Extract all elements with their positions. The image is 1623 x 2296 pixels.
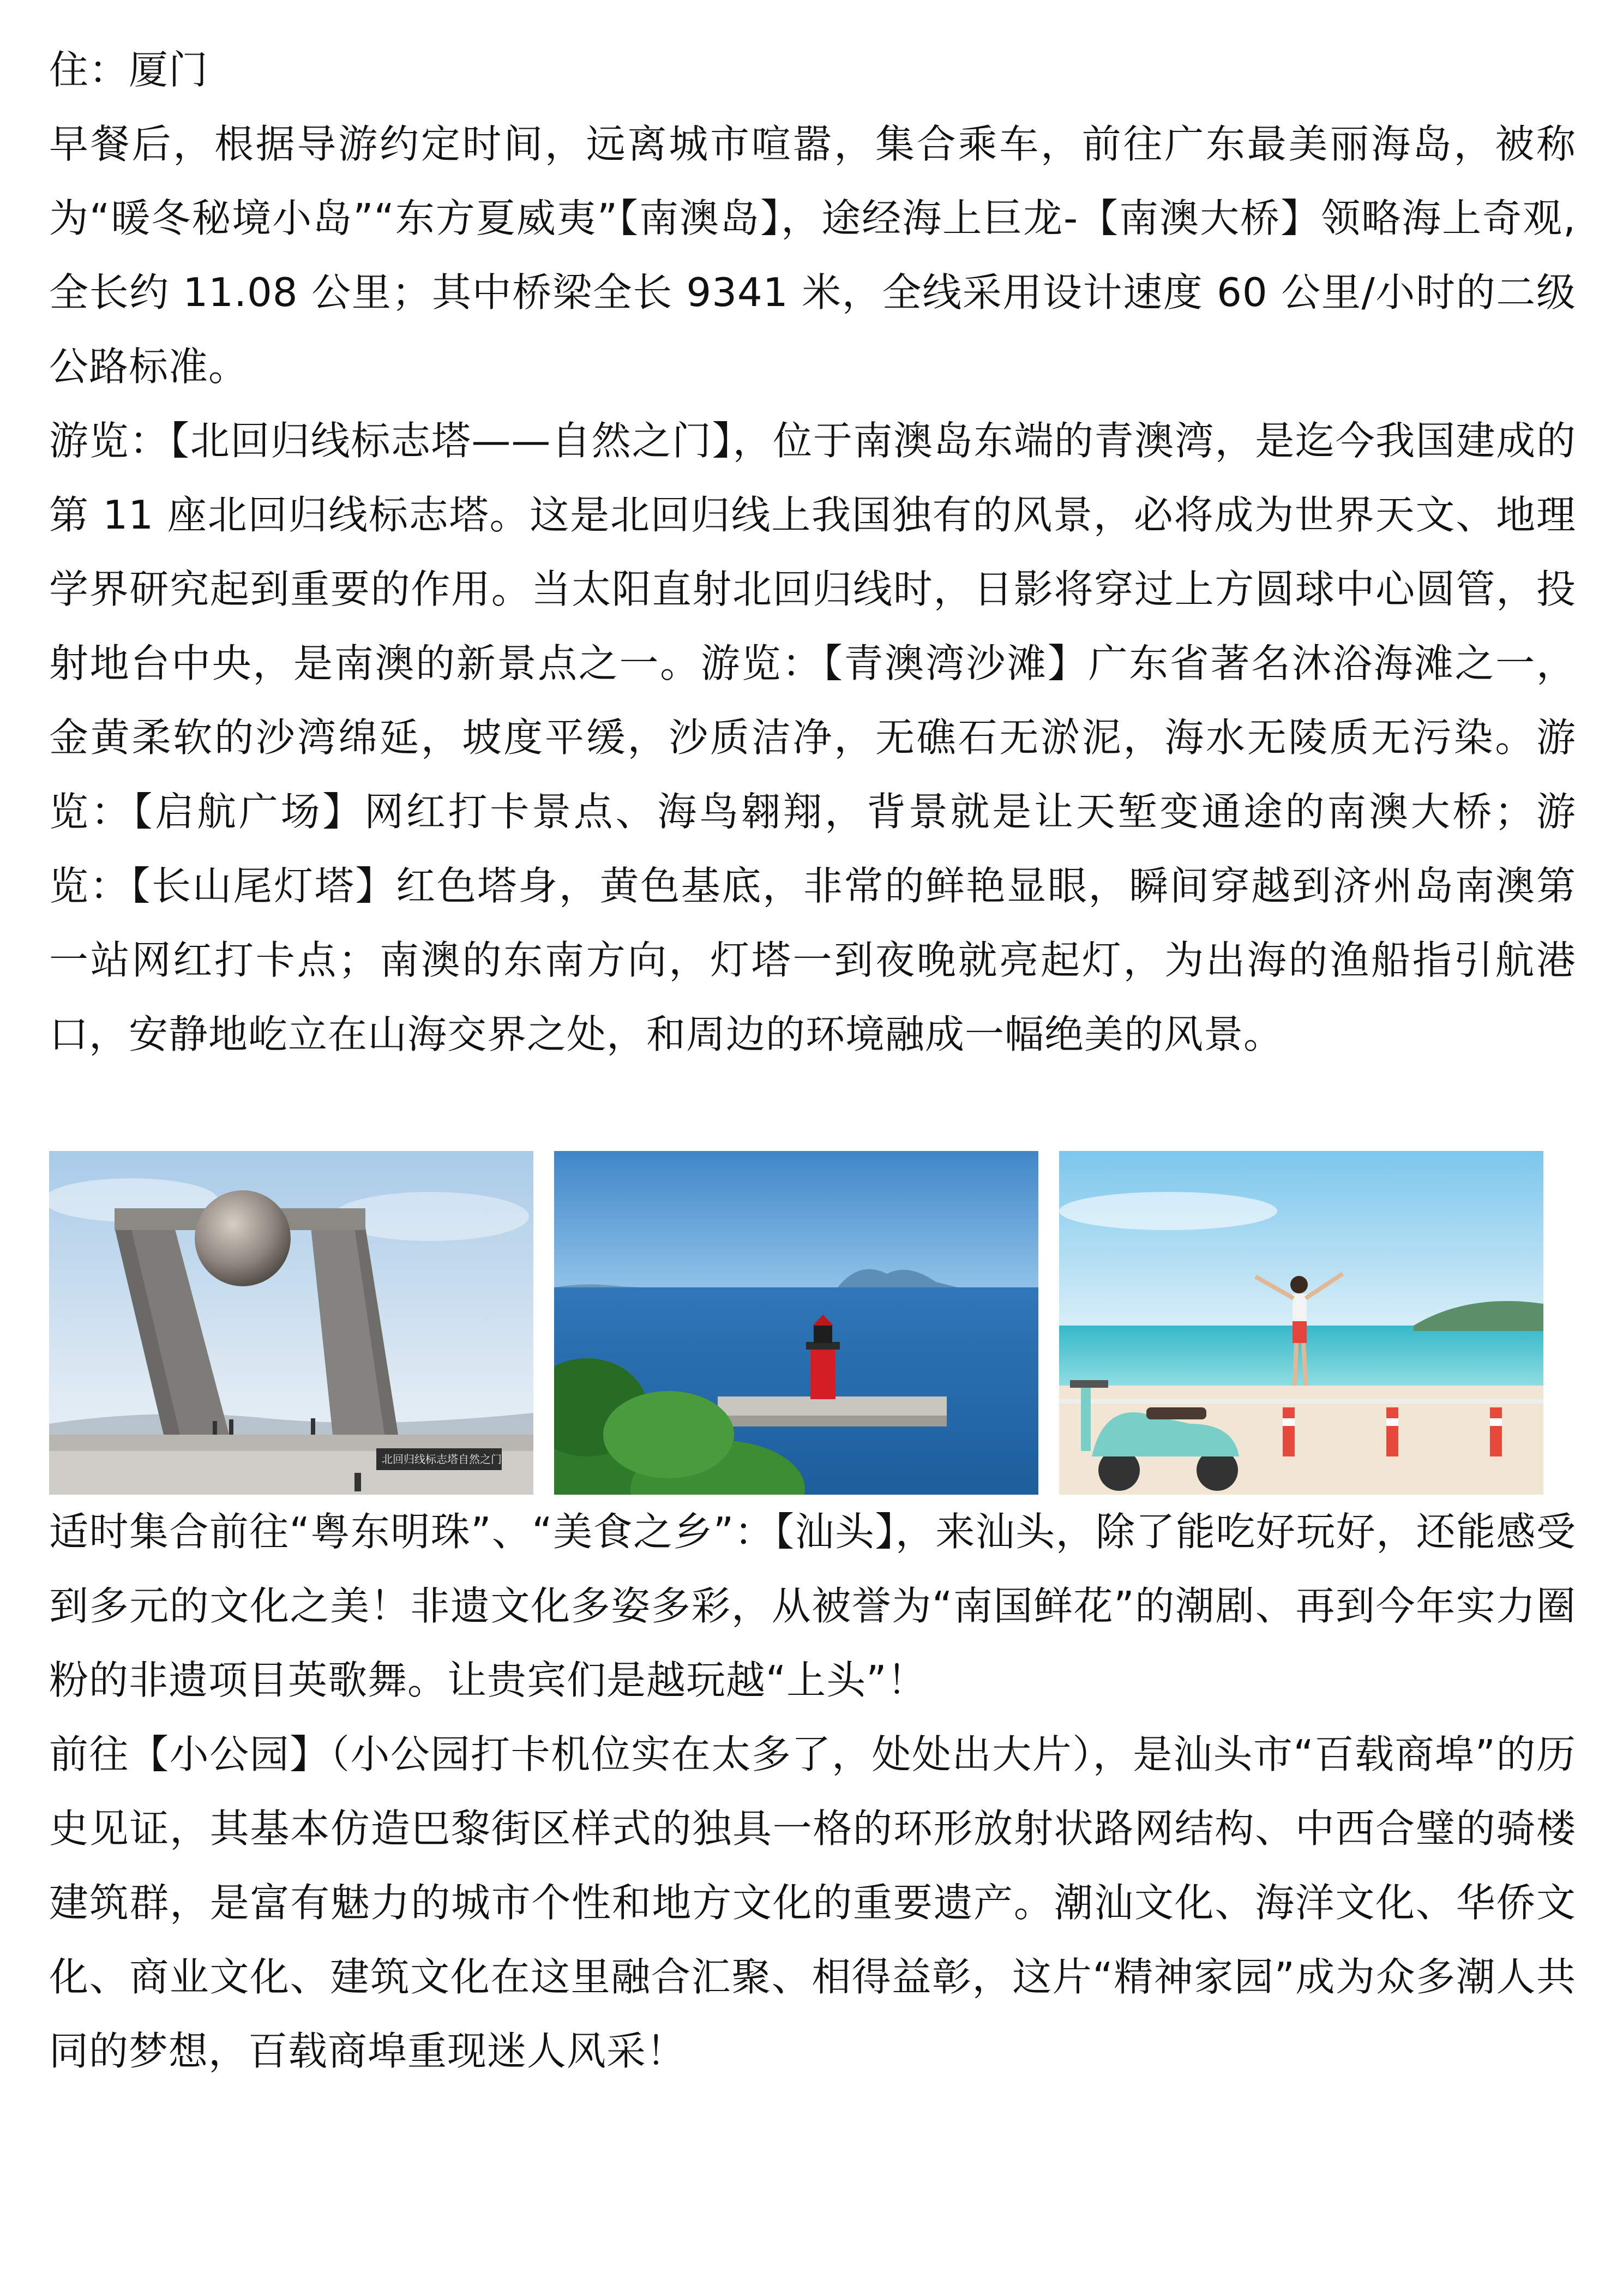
stay-line: 住：厦门 — [49, 47, 209, 93]
photo-red-lighthouse — [554, 1151, 1038, 1495]
monument-sign: 北回归线标志塔 — [382, 1453, 458, 1466]
photo-tropic-monument — [49, 1151, 533, 1495]
photo-row — [49, 1151, 1576, 1495]
photo-beach-scooter — [1059, 1151, 1543, 1495]
itinerary-text-bottom — [49, 1495, 1576, 2088]
paragraph-shantou: 适时集合前往“粤东明珠”、“美食之乡”：【汕头】，来汕头，除了能吃好玩好，还能感受到多元的文化之美！非遗文化多姿多彩，从被誉为“南国鲜花”的潮剧、再到今年实力圈粉的非遗项目英歌舞。让贵宾们是越玩越“上头”！ — [49, 1509, 1576, 1703]
paragraph-nanao-island: 早餐后，根据导游约定时间，远离城市喧嚣，集合乘车，前往广东最美丽海岛，被称为“暖冬秘境小岛”“东方夏威夷”【南澳岛】，途经海上巨龙-【南澳大桥】领略海上奇观,全长约 11.08 公里；其中桥梁全长 9341 米，全线采用设计速度 60 公里/小时的二级公路标准。 — [49, 121, 1576, 389]
monument-sign-2: 自然之门 — [458, 1453, 502, 1466]
paragraph-xiaogongyuan: 前往【小公园】（小公园打卡机位实在太多了，处处出大片），是汕头市“百载商埠”的历史见证，其基本仿造巴黎街区样式的独具一格的环形放射状路网结构、中西合璧的骑楼建筑群，是富有魅力的城市个性和地方文化的重要遗产。潮汕文化、海洋文化、华侨文化、商业文化、建筑文化在这里融合汇聚、相得益彰，这片“精神家园”成为众多潮人共同的梦想，百载商埠重现迷人风采！ — [49, 1731, 1576, 2074]
itinerary-text-top — [49, 33, 1576, 1071]
paragraph-sightseeing: 游览：【北回归线标志塔——自然之门】，位于南澳岛东端的青澳湾，是迄今我国建成的第 11 座北回归线标志塔。这是北回归线上我国独有的风景，必将成为世界天文、地理学界研究起到重要的作用。当太阳直射北回归线时，日影将穿过上方圆球中心圆管，投射地台中央，是南澳的新景点之一。游览：【青澳湾沙滩】广东省著名沐浴海滩之一，金黄柔软的沙湾绵延，坡度平缓，沙质洁净，无礁石无淤泥，海水无陵质无污染。游览：【启航广场】网红打卡景点、海鸟翱翔，背景就是让天堑变通途的南澳大桥；游览：【长山尾灯塔】红色塔身，黄色基底，非常的鲜艳显眼，瞬间穿越到济州岛南澳第一站网红打卡点；南澳的东南方向，灯塔一到夜晚就亮起灯，为出海的渔船指引航港口，安静地屹立在山海交界之处，和周边的环境融成一幅绝美的风景。 — [49, 418, 1576, 1057]
